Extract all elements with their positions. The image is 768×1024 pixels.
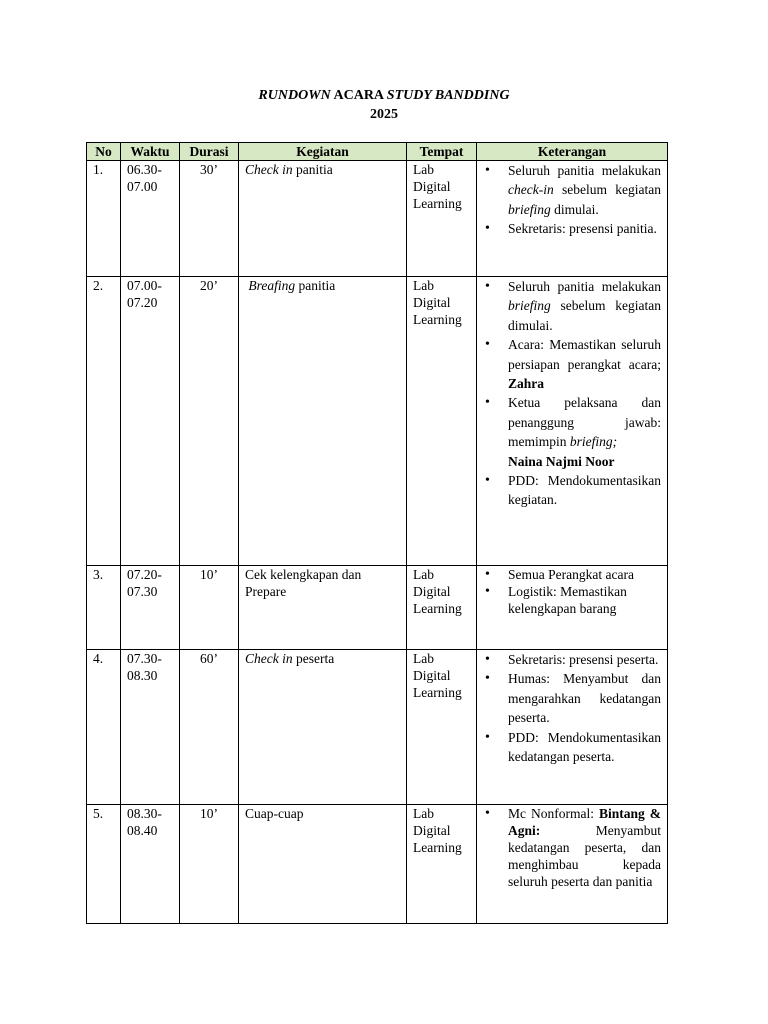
note-item [483, 566, 661, 583]
header-no: No [87, 143, 121, 161]
note-italic: check-in [508, 182, 554, 198]
document-year: 2025 [370, 107, 398, 122]
note-item [483, 583, 661, 617]
row-place [407, 650, 477, 805]
row-duration: 10’ [180, 805, 239, 924]
note-text: Sekretaris: presensi peserta. [508, 652, 659, 667]
activity-text: Cuap-cuap [245, 806, 304, 821]
time-start: 08.30- [127, 806, 162, 821]
place-line: Learning [413, 196, 462, 211]
note-text: Humas: Menyambut dan mengarahkan kedatangan peserta. [508, 671, 661, 726]
activity-text: panitia [292, 162, 333, 177]
time-end: 08.40 [127, 823, 158, 838]
table-header-row [87, 143, 668, 161]
note-text: dimulai. [550, 201, 599, 217]
rundown-table [86, 142, 668, 924]
note-item [483, 650, 661, 669]
header-keterangan: Keterangan [477, 143, 668, 161]
note-text: Mc Nonformal: [508, 806, 599, 821]
note-italic: briefing [508, 298, 551, 314]
time-start: 07.30- [127, 651, 162, 666]
note-item [483, 161, 661, 219]
note-text: sebelum kegiatan [553, 182, 661, 198]
row-time [121, 161, 180, 277]
time-end: 07.00 [127, 179, 158, 194]
note-item [483, 219, 661, 238]
place-line: Digital [413, 584, 451, 599]
row-number: 3. [87, 566, 121, 650]
note-text: Seluruh panitia melakukan [508, 163, 661, 178]
activity-italic: Check in [245, 651, 293, 666]
activity-text: panitia [295, 278, 336, 293]
row-number: 1. [87, 161, 121, 277]
note-item [483, 805, 661, 890]
time-end: 07.20 [127, 295, 158, 310]
note-item [483, 471, 661, 510]
row-time [121, 277, 180, 566]
row-activity [239, 650, 407, 805]
header-durasi: Durasi [180, 143, 239, 161]
row-time [121, 650, 180, 805]
table-row [87, 161, 668, 277]
note-item [483, 669, 661, 727]
note-text: Semua Perangkat acara [508, 567, 634, 582]
note-item [483, 277, 661, 335]
place-line: Digital [413, 668, 451, 683]
note-text: Logistik: Memastikan kelengkapan barang [508, 584, 627, 616]
note-text: PDD: Mendokumentasikan kegiatan. [508, 473, 661, 508]
document-title [0, 88, 768, 104]
row-duration: 30’ [180, 161, 239, 277]
activity-text: Cek kelengkapan dan [245, 567, 362, 582]
note-text: Acara: Memastikan seluruh persiapan perangkat acara; [508, 337, 661, 372]
row-time [121, 805, 180, 924]
time-start: 07.20- [127, 567, 162, 582]
place-line: Lab [413, 278, 434, 293]
row-activity [239, 161, 407, 277]
table-row [87, 566, 668, 650]
table-row [87, 805, 668, 924]
place-line: Lab [413, 567, 434, 582]
row-number: 5. [87, 805, 121, 924]
header-waktu: Waktu [121, 143, 180, 161]
title-study-banding: STUDY BANDDING [386, 88, 510, 103]
row-activity [239, 566, 407, 650]
place-line: Digital [413, 295, 451, 310]
place-line: Learning [413, 685, 462, 700]
time-end: 08.30 [127, 668, 158, 683]
note-italic: briefing; [569, 434, 618, 450]
header-tempat: Tempat [407, 143, 477, 161]
title-acara: ACARA [330, 88, 387, 103]
row-activity [239, 277, 407, 566]
table-row [87, 650, 668, 805]
place-line: Learning [413, 312, 462, 327]
place-line: Digital [413, 179, 451, 194]
note-italic: briefing [508, 201, 551, 217]
time-start: 06.30- [127, 162, 162, 177]
note-text: Menyambut kedatangan peserta, dan menghimbau kepada seluruh peserta dan panitia [508, 823, 661, 889]
row-duration: 10’ [180, 566, 239, 650]
note-text: sebelum kegiatan dimulai. [508, 298, 661, 333]
note-item [483, 393, 661, 471]
row-notes [477, 161, 668, 277]
row-number: 2. [87, 277, 121, 566]
note-bold: Bintang & Agni: [508, 806, 661, 838]
place-line: Digital [413, 823, 451, 838]
note-text: Ketua pelaksana dan penanggung jawab: memimpin [508, 395, 661, 450]
row-place [407, 161, 477, 277]
activity-italic: Breafing [248, 278, 296, 293]
header-kegiatan: Kegiatan [239, 143, 407, 161]
title-rundown: RUNDOWN [258, 88, 331, 103]
place-line: Lab [413, 806, 434, 821]
time-end: 07.30 [127, 584, 158, 599]
place-line: Learning [413, 601, 462, 616]
activity-text: peserta [292, 651, 335, 666]
row-duration: 60’ [180, 650, 239, 805]
row-number: 4. [87, 650, 121, 805]
row-notes [477, 650, 668, 805]
place-line: Learning [413, 840, 462, 855]
row-place [407, 566, 477, 650]
note-text: Seluruh panitia melakukan [508, 279, 661, 294]
table-row [87, 277, 668, 566]
row-place [407, 805, 477, 924]
note-bold: Naina Najmi Noor [508, 453, 615, 469]
row-notes [477, 277, 668, 566]
activity-italic: Check in [245, 162, 293, 177]
time-start: 07.00- [127, 278, 162, 293]
note-text: PDD: Mendokumentasikan kedatangan peserta. [508, 729, 661, 765]
note-text: Sekretaris: presensi panitia. [508, 221, 657, 237]
place-line: Lab [413, 162, 434, 177]
row-time [121, 566, 180, 650]
row-notes [477, 805, 668, 924]
row-activity [239, 805, 407, 924]
row-notes [477, 566, 668, 650]
place-line: Lab [413, 651, 434, 666]
note-item [483, 728, 661, 767]
row-place [407, 277, 477, 566]
row-duration: 20’ [180, 277, 239, 566]
note-item [483, 335, 661, 393]
activity-text: Prepare [245, 584, 287, 599]
note-bold: Zahra [508, 376, 545, 392]
